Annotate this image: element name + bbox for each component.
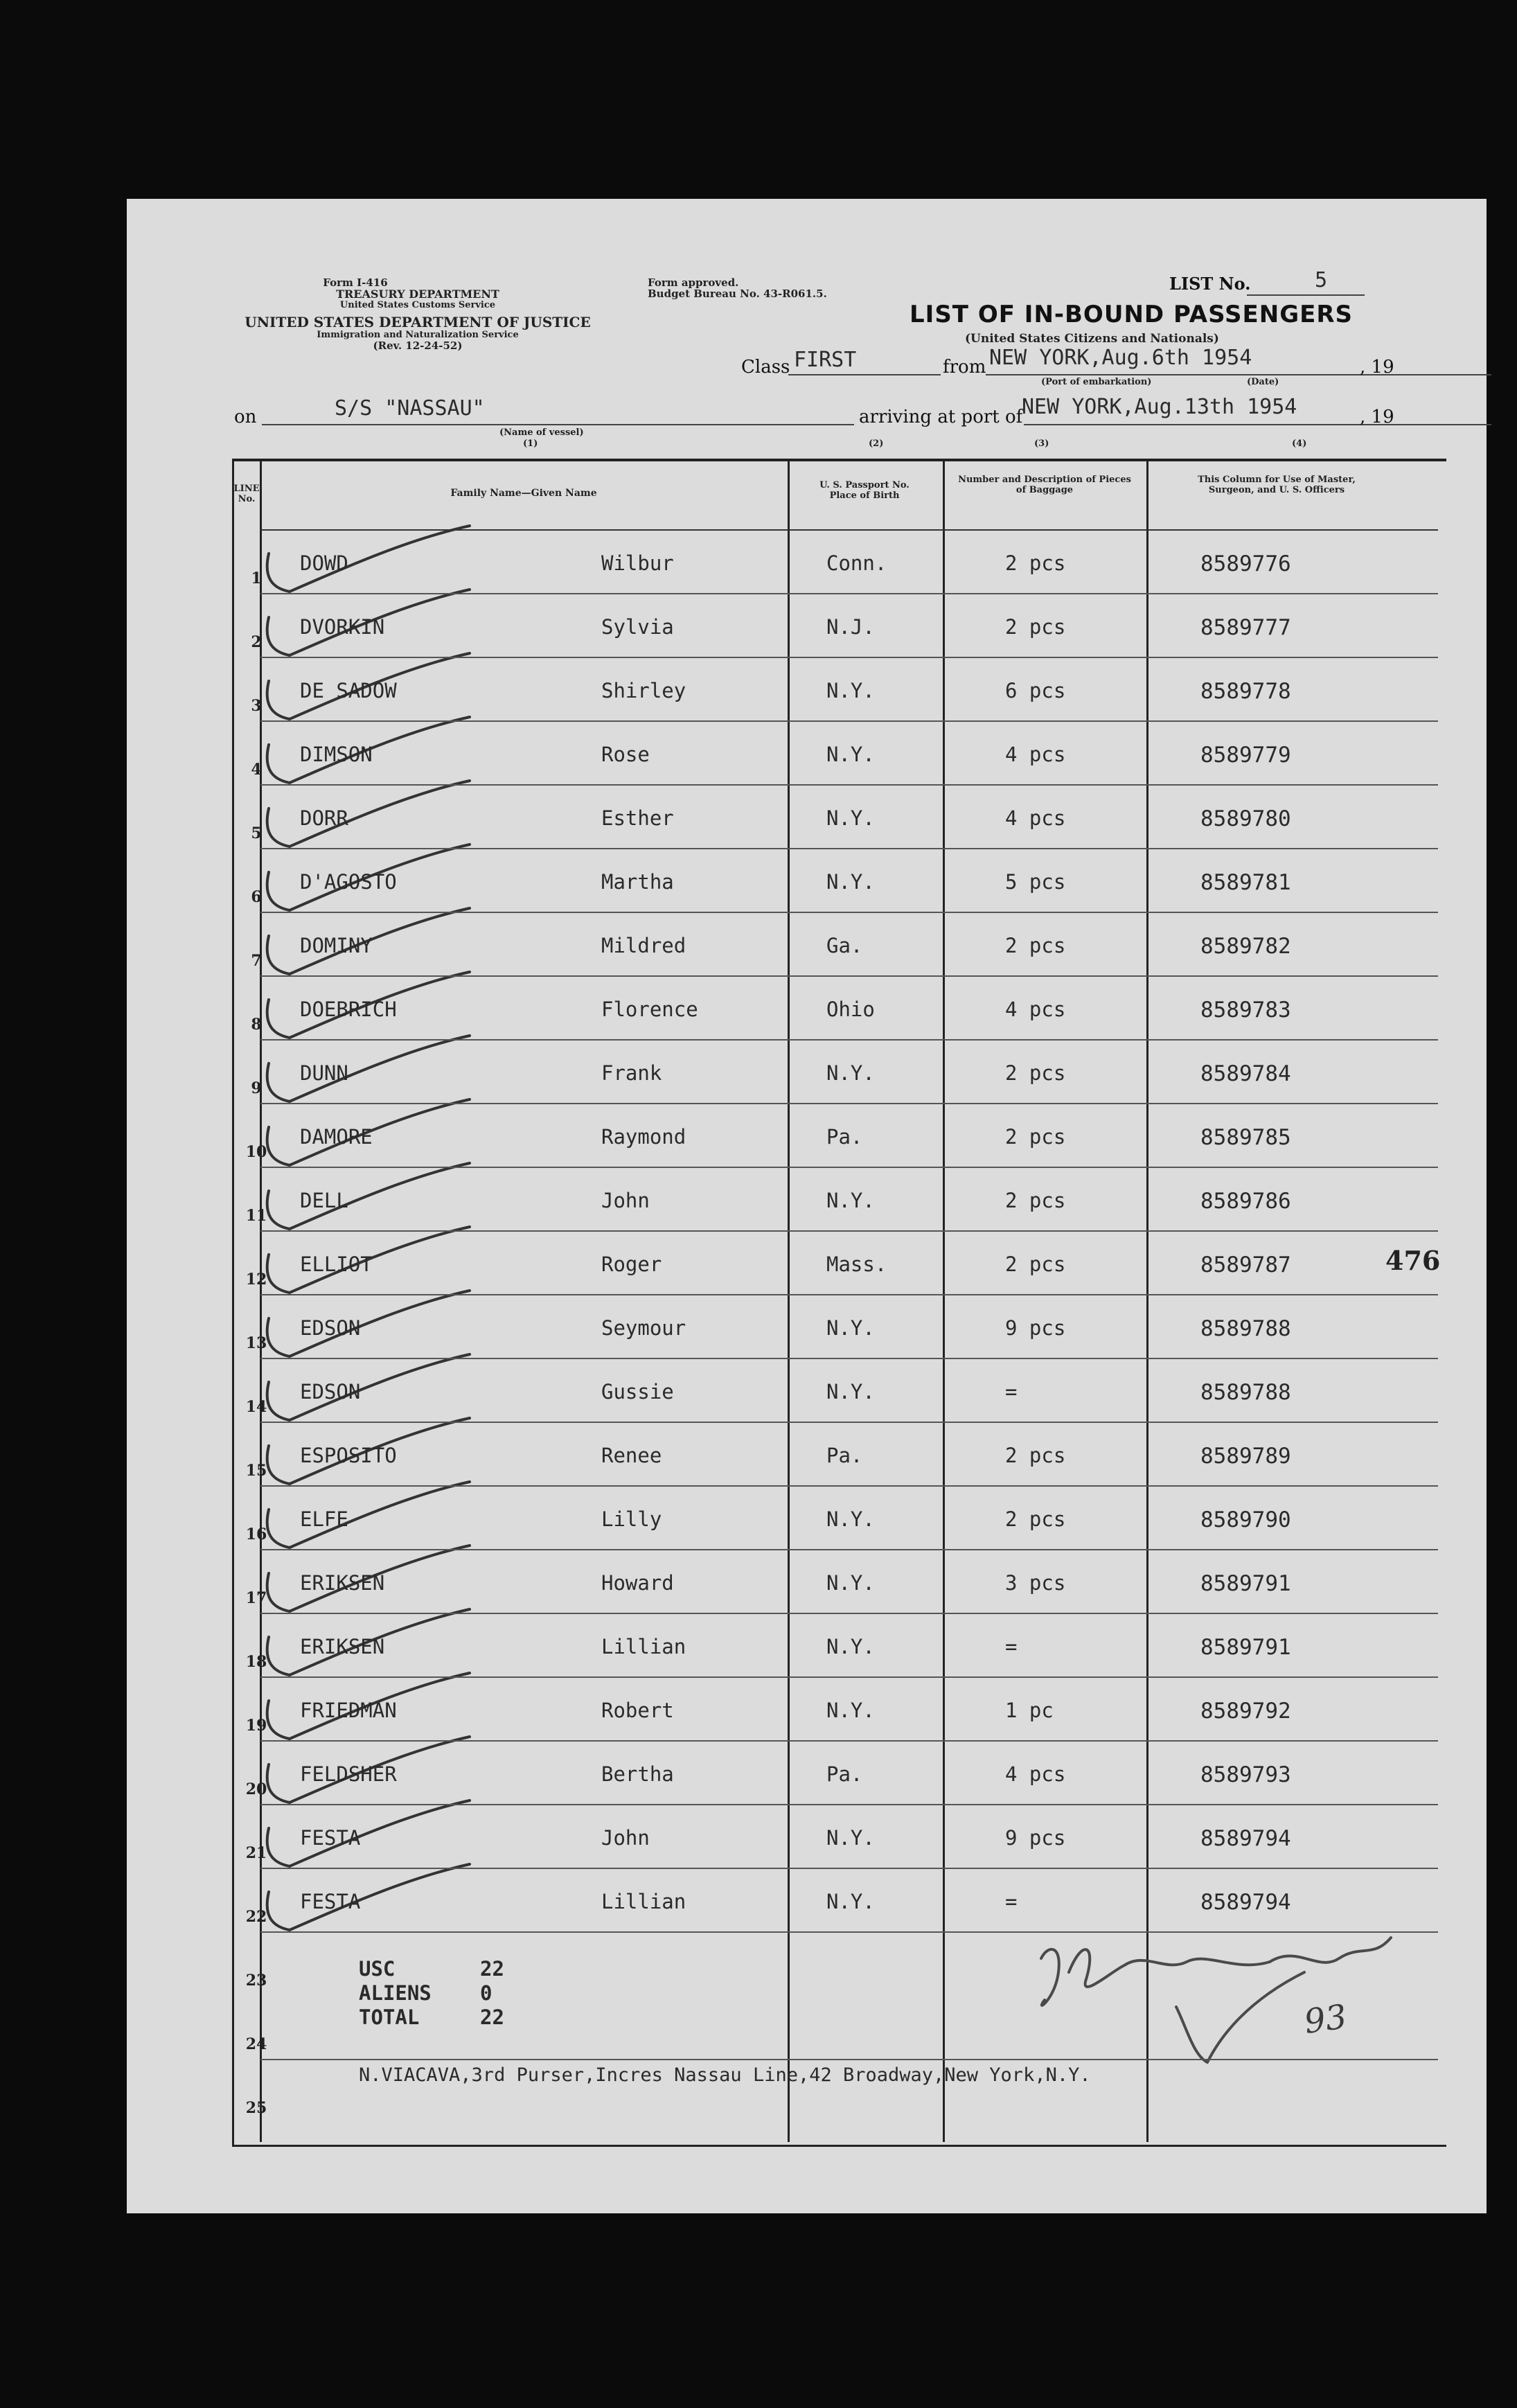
- name-header: Family Name—Given Name: [450, 488, 597, 499]
- row-divider: [260, 1676, 1438, 1678]
- officer-number: 8589793: [1200, 1762, 1291, 1787]
- family-name: EDSON: [300, 1316, 361, 1340]
- officer-number: 8589787: [1200, 1252, 1291, 1277]
- form-title: LIST OF IN-BOUND PASSENGERS: [910, 301, 1353, 328]
- line-number: 3: [251, 697, 262, 715]
- row-divider: [260, 1039, 1438, 1041]
- place-of-birth: N.Y.: [826, 1826, 875, 1850]
- justice-department: UNITED STATES DEPARTMENT OF JUSTICE: [245, 314, 591, 330]
- given-name: Lillian: [601, 1635, 686, 1658]
- baggage-pieces: 1 pc: [1005, 1699, 1054, 1722]
- header-row-divider: [260, 529, 1438, 531]
- line-number: 24: [245, 2035, 267, 2053]
- aliens-label: ALIENS: [359, 1981, 432, 2005]
- arrival-year-suffix: , 19: [1360, 407, 1394, 427]
- officer-number: 8589786: [1200, 1189, 1291, 1214]
- place-of-birth: Pa.: [826, 1444, 863, 1467]
- baggage-pieces: 4 pcs: [1005, 1762, 1066, 1786]
- family-name: ERIKSEN: [300, 1635, 385, 1658]
- baggage-pieces: 4 pcs: [1005, 743, 1066, 766]
- baggage-header: Number and Description of Pieces of Baggage: [958, 475, 1131, 495]
- customs-service: United States Customs Service: [339, 300, 496, 310]
- given-name: Rose: [601, 743, 650, 766]
- family-name: DELL: [300, 1189, 348, 1212]
- baggage-pieces: =: [1005, 1890, 1018, 1913]
- arriving-label: arriving at port of: [859, 407, 1023, 427]
- from-underline: [986, 374, 1491, 375]
- line-number: 12: [245, 1271, 267, 1289]
- family-name: D'AGOSTO: [300, 870, 397, 894]
- row-divider: [260, 1485, 1438, 1487]
- ins-service: Immigration and Naturalization Service: [317, 330, 519, 340]
- officer-number: 8589784: [1200, 1061, 1291, 1086]
- baggage-pieces: 9 pcs: [1005, 1316, 1066, 1340]
- handwritten-number: 93: [1302, 1997, 1349, 2042]
- line-number: 19: [245, 1717, 267, 1735]
- total-label: TOTAL: [359, 2006, 420, 2029]
- line-number: 13: [245, 1334, 267, 1352]
- treasury-department: TREASURY DEPARTMENT: [336, 287, 499, 301]
- column-caption-3: (3): [1034, 439, 1049, 449]
- form-number: Form I-416: [323, 276, 388, 289]
- family-name: DIMSON: [300, 743, 373, 766]
- officer-number: 8589792: [1200, 1699, 1291, 1724]
- family-name: FESTA: [300, 1826, 361, 1850]
- row-divider: [260, 1931, 1438, 1933]
- line-number: 17: [245, 1589, 267, 1607]
- passport-header: U. S. Passport No. Place of Birth: [819, 480, 910, 501]
- row-divider: [260, 848, 1438, 849]
- row-divider: [260, 657, 1438, 658]
- baggage-pieces: 5 pcs: [1005, 870, 1066, 894]
- officer-number: 8589782: [1200, 934, 1291, 959]
- line-number: 20: [245, 1780, 267, 1798]
- baggage-pieces: =: [1005, 1635, 1018, 1658]
- officer-number: 8589785: [1200, 1125, 1291, 1150]
- row-divider: [260, 1358, 1438, 1359]
- given-name: Renee: [601, 1444, 662, 1467]
- place-of-birth: N.Y.: [826, 1380, 875, 1404]
- vessel-caption: (Name of vessel): [499, 427, 584, 438]
- baggage-pieces: 4 pcs: [1005, 998, 1066, 1021]
- list-number-underline: [1247, 294, 1365, 296]
- officers-header: This Column for Use of Master, Surgeon, and U. S. Officers: [1198, 475, 1356, 495]
- purser-line: N.VIACAVA,3rd Purser,Incres Nassau Line,42 Broadway,New York,N.Y.: [359, 2064, 1091, 2086]
- officer-number: 8589794: [1200, 1826, 1291, 1851]
- family-name: ERIKSEN: [300, 1571, 385, 1595]
- officer-number: 8589794: [1200, 1890, 1291, 1915]
- column-divider: [788, 459, 790, 2142]
- line-number: 14: [245, 1398, 267, 1416]
- family-name: FELDSHER: [300, 1762, 397, 1786]
- officer-number: 8589777: [1200, 615, 1291, 640]
- on-label: on: [234, 407, 257, 427]
- row-divider: [260, 1103, 1438, 1104]
- place-of-birth: Mass.: [826, 1252, 887, 1276]
- embarkation-value: NEW YORK,Aug.6th 1954: [989, 346, 1252, 370]
- usc-label: USC: [359, 1957, 396, 1981]
- row-divider: [260, 1230, 1438, 1232]
- officer-number: 8589781: [1200, 870, 1291, 895]
- place-of-birth: N.Y.: [826, 1316, 875, 1340]
- baggage-pieces: 2 pcs: [1005, 1507, 1066, 1531]
- row-divider: [260, 1613, 1438, 1614]
- given-name: Raymond: [601, 1125, 686, 1149]
- given-name: Gussie: [601, 1380, 674, 1404]
- row-divider: [260, 1868, 1438, 1869]
- place-of-birth: N.Y.: [826, 679, 875, 702]
- given-name: Martha: [601, 870, 674, 894]
- given-name: Frank: [601, 1061, 662, 1085]
- line-number: 18: [245, 1653, 267, 1671]
- baggage-pieces: 2 pcs: [1005, 1444, 1066, 1467]
- officer-number: 8589776: [1200, 551, 1291, 576]
- place-of-birth: N.Y.: [826, 1189, 875, 1212]
- place-of-birth: Pa.: [826, 1762, 863, 1786]
- vessel-value: S/S "NASSAU": [335, 396, 485, 420]
- given-name: Seymour: [601, 1316, 686, 1340]
- column-caption-4: (4): [1292, 439, 1307, 449]
- baggage-pieces: 2 pcs: [1005, 615, 1066, 639]
- given-name: Robert: [601, 1699, 674, 1722]
- list-number-value: 5: [1315, 268, 1328, 292]
- family-name: FESTA: [300, 1890, 361, 1913]
- given-name: Florence: [601, 998, 698, 1021]
- given-name: Bertha: [601, 1762, 674, 1786]
- place-of-birth: N.Y.: [826, 1507, 875, 1531]
- line-number: 16: [245, 1525, 267, 1543]
- baggage-pieces: 6 pcs: [1005, 679, 1066, 702]
- class-label: Class: [741, 357, 790, 378]
- line-number: 6: [251, 888, 262, 906]
- place-of-birth: N.Y.: [826, 1890, 875, 1913]
- given-name: Lilly: [601, 1507, 662, 1531]
- date-caption: (Date): [1247, 377, 1279, 387]
- line-number: 9: [251, 1079, 262, 1097]
- place-of-birth: N.Y.: [826, 743, 875, 766]
- form-subtitle: (United States Citizens and Nationals): [965, 332, 1219, 346]
- place-of-birth: Pa.: [826, 1125, 863, 1149]
- given-name: John: [601, 1826, 650, 1850]
- officer-number: 8589790: [1200, 1507, 1291, 1532]
- officer-number: 8589783: [1200, 998, 1291, 1022]
- place-of-birth: N.Y.: [826, 1571, 875, 1595]
- line-number: 15: [245, 1462, 267, 1480]
- list-number-label: LIST No.: [1169, 274, 1251, 294]
- given-name: Esther: [601, 806, 674, 830]
- class-value: FIRST: [794, 348, 857, 372]
- officer-number: 8589788: [1200, 1380, 1291, 1405]
- officer-number: 8589779: [1200, 743, 1291, 768]
- line-number: 11: [245, 1207, 267, 1225]
- from-year-suffix: , 19: [1360, 357, 1394, 378]
- given-name: Mildred: [601, 934, 686, 957]
- place-of-birth: N.Y.: [826, 870, 875, 894]
- family-name: DOMINY: [300, 934, 373, 957]
- family-name: ELLIOT: [300, 1252, 373, 1276]
- row-divider: [260, 720, 1438, 722]
- family-name: DOWD: [300, 551, 348, 575]
- line-number: 2: [251, 633, 262, 651]
- family-name: DORR: [300, 806, 348, 830]
- baggage-pieces: 2 pcs: [1005, 551, 1066, 575]
- family-name: DAMORE: [300, 1125, 373, 1149]
- baggage-pieces: 3 pcs: [1005, 1571, 1066, 1595]
- place-of-birth: N.Y.: [826, 1061, 875, 1085]
- family-name: DVORKIN: [300, 615, 385, 639]
- family-name: EDSON: [300, 1380, 361, 1404]
- family-name: FRIEDMAN: [300, 1699, 397, 1722]
- arrival-value: NEW YORK,Aug.13th 1954: [1022, 395, 1297, 419]
- place-of-birth: Ga.: [826, 934, 863, 957]
- line-number: 10: [245, 1143, 267, 1161]
- given-name: Roger: [601, 1252, 662, 1276]
- place-of-birth: N.Y.: [826, 806, 875, 830]
- officer-number: 8589788: [1200, 1316, 1291, 1341]
- officer-number: 8589789: [1200, 1444, 1291, 1469]
- column-divider: [943, 459, 945, 2142]
- form-approved: Form approved.: [648, 276, 739, 289]
- baggage-pieces: 2 pcs: [1005, 934, 1066, 957]
- usc-value: 22: [480, 1957, 504, 1981]
- officer-number: 8589791: [1200, 1571, 1291, 1596]
- row-divider: [260, 1294, 1438, 1295]
- family-name: ESPOSITO: [300, 1444, 397, 1467]
- line-number-header: LINE No.: [233, 484, 260, 504]
- line-number: 8: [251, 1016, 262, 1034]
- line-number: 4: [251, 761, 262, 779]
- place-of-birth: N.Y.: [826, 1635, 875, 1658]
- from-label: from: [943, 357, 986, 378]
- given-name: John: [601, 1189, 650, 1212]
- family-name: DOEBRICH: [300, 998, 397, 1021]
- given-name: Sylvia: [601, 615, 674, 639]
- given-name: Howard: [601, 1571, 674, 1595]
- arriving-underline: [1024, 424, 1491, 425]
- line-number: 5: [251, 824, 262, 842]
- total-value: 22: [480, 2006, 504, 2029]
- baggage-pieces: 2 pcs: [1005, 1189, 1066, 1212]
- baggage-pieces: 9 pcs: [1005, 1826, 1066, 1850]
- baggage-pieces: 2 pcs: [1005, 1061, 1066, 1085]
- aliens-value: 0: [480, 1981, 493, 2005]
- line-number: 23: [245, 1972, 267, 1990]
- budget-bureau-number: Budget Bureau No. 43-R061.5.: [648, 287, 827, 300]
- row-divider: [260, 593, 1438, 594]
- place-of-birth: Conn.: [826, 551, 887, 575]
- line-number: 1: [251, 569, 262, 587]
- baggage-pieces: 4 pcs: [1005, 806, 1066, 830]
- column-caption-1: (1): [523, 439, 538, 449]
- officer-number: 8589780: [1200, 806, 1291, 831]
- baggage-pieces: 2 pcs: [1005, 1252, 1066, 1276]
- given-name: Shirley: [601, 679, 686, 702]
- vessel-underline: [262, 424, 854, 425]
- row-divider: [260, 1422, 1438, 1423]
- row-divider: [260, 1549, 1438, 1550]
- row-divider: [260, 1804, 1438, 1805]
- given-name: Lillian: [601, 1890, 686, 1913]
- place-of-birth: N.J.: [826, 615, 875, 639]
- manifest-sheet: [127, 199, 1487, 2213]
- line-number: 7: [251, 952, 262, 970]
- baggage-pieces: =: [1005, 1380, 1018, 1404]
- column-caption-2: (2): [869, 439, 884, 449]
- given-name: Wilbur: [601, 551, 674, 575]
- officer-number: 8589778: [1200, 679, 1291, 704]
- line-number: 25: [245, 2099, 267, 2117]
- revision-date: (Rev. 12-24-52): [373, 339, 463, 352]
- row-divider: [260, 1167, 1438, 1168]
- officer-number: 8589791: [1200, 1635, 1291, 1660]
- baggage-pieces: 2 pcs: [1005, 1125, 1066, 1149]
- family-name: DE SADOW: [300, 679, 397, 702]
- row-divider: [260, 1740, 1438, 1742]
- port-caption: (Port of embarkation): [1041, 377, 1152, 387]
- margin-note: 476: [1385, 1245, 1441, 1276]
- row-divider: [260, 912, 1438, 913]
- family-name: ELFE: [300, 1507, 348, 1531]
- place-of-birth: Ohio: [826, 998, 875, 1021]
- row-divider: [260, 784, 1438, 786]
- family-name: DUNN: [300, 1061, 348, 1085]
- line-number: 21: [245, 1844, 267, 1862]
- line-number: 22: [245, 1908, 267, 1926]
- column-divider: [1146, 459, 1148, 2142]
- row-divider: [260, 2059, 1438, 2060]
- place-of-birth: N.Y.: [826, 1699, 875, 1722]
- row-divider: [260, 975, 1438, 977]
- class-underline: [788, 374, 941, 375]
